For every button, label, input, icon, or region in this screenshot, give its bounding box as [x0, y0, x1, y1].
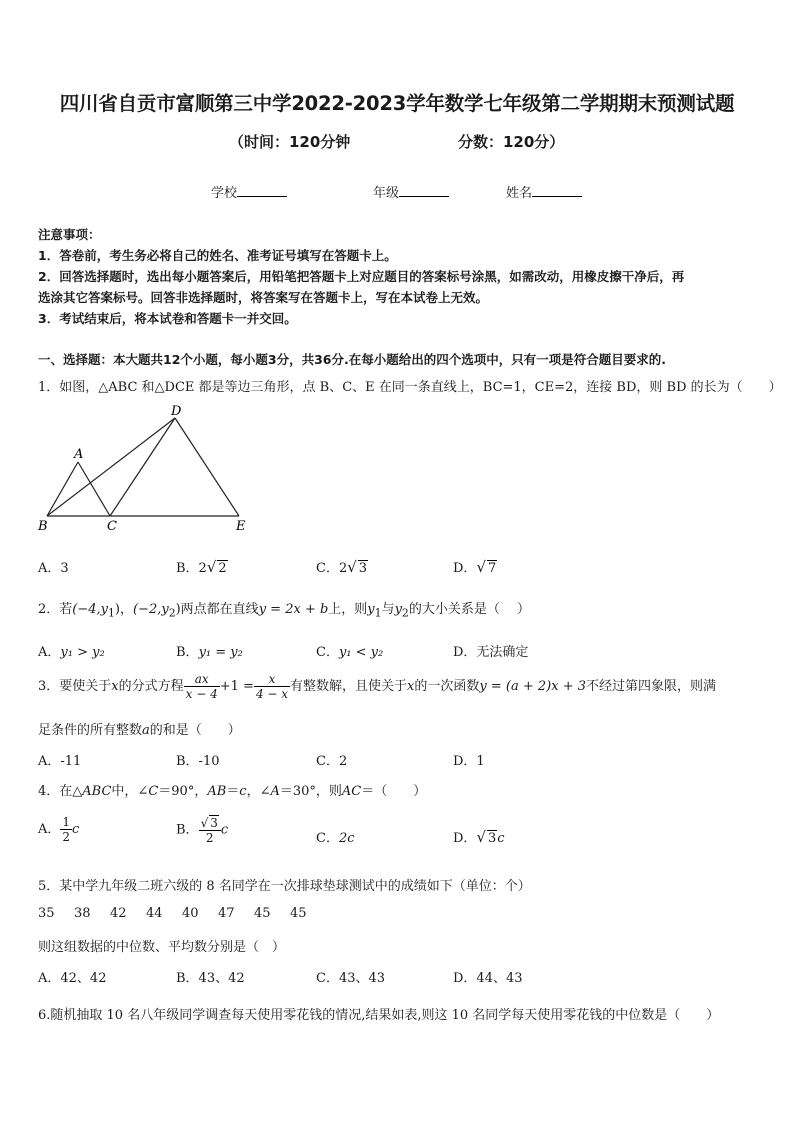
q4-ac: AC [341, 784, 362, 799]
score-value: 44 [146, 906, 163, 921]
q4-part-4: ＝ [226, 784, 240, 799]
score-value: 40 [182, 906, 199, 921]
notice-heading: 注意事项： [38, 227, 101, 242]
q3-part-2: 的分式方程 [118, 679, 184, 694]
q5-ask: 则这组数据的中位数、平均数分别是（ ） [38, 940, 286, 955]
q4-part-1: 4．在△ [38, 784, 83, 799]
q3-plus: +1 = [219, 679, 254, 694]
label-b: B [38, 519, 48, 534]
q4-option-c-prefix: C． [316, 831, 339, 846]
q1-option-b-prefix: B．2 [176, 561, 207, 576]
label-a: A [74, 447, 84, 462]
q2-point-1: (−4,y [72, 602, 108, 617]
q1-option-d: D．√ 7 [453, 558, 497, 576]
q5-scores [38, 906, 326, 921]
q4-option-a-den: 2 [62, 830, 71, 844]
grade-label: 年级 [373, 186, 400, 201]
notice-item-2-cont: 选涂其它答案标号。回答非选择题时，将答案写在答题卡上，写在本试卷上无效。 [38, 290, 489, 305]
name-label: 姓名 [506, 186, 533, 201]
q1-option-b: B．2√ 2 [176, 558, 227, 576]
q4-option-b-var: c [220, 822, 229, 838]
exam-time: （时间：120分钟 [229, 133, 351, 151]
q2-point-2-sub: 2 [168, 606, 176, 620]
triangle-figure [30, 400, 260, 540]
q5-option-c: C．43、43 [316, 971, 386, 986]
q2-part-1: 2．若 [38, 602, 73, 617]
q4-option-a-prefix: A． [38, 822, 61, 837]
label-d: D [171, 404, 182, 419]
q3-option-d: D．1 [453, 754, 485, 769]
q1-option-c-radicand: 3 [358, 561, 368, 576]
question-2-text [38, 598, 530, 620]
q3-part-1: 3．要使关于 [38, 679, 112, 694]
q3-fraction-1-num: ax [184, 672, 220, 687]
q4-option-a-num: 1 [62, 815, 71, 829]
q4-part-7: ＝（ ） [361, 784, 427, 799]
q2-part-2: 两点都在直线 [180, 602, 259, 617]
grade-field [373, 182, 449, 201]
q2-option-a-expr: y₁ > y₂ [60, 645, 105, 660]
q4-a: A [270, 784, 280, 799]
q1-option-d-radicand: 7 [488, 561, 497, 576]
q2-option-c [316, 641, 383, 660]
q2-part-5: 的大小关系是（ ） [408, 602, 530, 617]
q3-x-1: x [111, 679, 119, 694]
q4-option-d-var: c [497, 831, 505, 846]
q4-option-a-frac [60, 815, 72, 844]
notice-item-2: 2．回答选择题时，选出每小题答案后，用铅笔把答题卡上对应题目的答案标号涂黑，如需改动，用橡皮擦干净后，再 [38, 269, 685, 284]
score-value: 45 [254, 906, 271, 921]
q4-part-3: ＝90°， [158, 784, 208, 799]
name-blank [532, 184, 582, 197]
question-3-text-line-2 [38, 719, 241, 738]
q1-option-c-prefix: C．2 [316, 561, 348, 576]
q5-option-a: A．42、42 [38, 971, 107, 986]
q2-y2: y [394, 602, 402, 617]
q2-y1-sub: 1 [374, 606, 382, 620]
q4-part-6: ＝30°，则 [279, 784, 342, 799]
q3-fraction-1 [184, 672, 220, 701]
school-blank [237, 184, 287, 197]
q2-point-2-end: ) [175, 602, 181, 617]
grade-blank [399, 184, 449, 197]
q4-option-b-radicand: 3 [210, 816, 218, 830]
q2-point-1-sub: 1 [108, 606, 115, 620]
notice-item-3: 3．考试结束后，将本试卷和答题卡一并交回。 [38, 311, 297, 326]
label-c: C [107, 519, 117, 534]
q3-fraction-2 [254, 672, 290, 701]
q3-function: y = (a + 2)x + 3 [479, 679, 586, 694]
q4-option-b-num: √ 3 [199, 815, 221, 831]
q2-option-a [38, 641, 105, 660]
q5-option-d: D．44、43 [453, 971, 523, 986]
q1-option-b-radicand: 2 [218, 561, 227, 576]
q4-option-c [316, 827, 355, 846]
q3-option-c: C．2 [316, 754, 348, 769]
q1-option-a: A．3 [38, 561, 69, 576]
q2-option-c-expr: y₁ < y₂ [338, 645, 384, 660]
q1-option-d-prefix: D． [453, 561, 477, 576]
q2-part-3: 上，则 [328, 602, 368, 617]
segment-de [175, 418, 239, 516]
q4-option-d: D．√ 3c [453, 828, 505, 846]
q4-c-var: c [239, 784, 247, 799]
q3-part-3: 有整数解，且使关于 [290, 679, 408, 694]
notice-item-1: 1．答卷前，考生务必将自己的姓名、准考证号填写在答题卡上。 [38, 248, 397, 263]
question-6-text: 6.随机抽取 10 名八年级同学调查每天使用零花钱的情况,结果如表,则这 10 名同学每天使用零花钱的中位数是（ ） [38, 1008, 720, 1023]
q2-point-1-end: ) [114, 602, 120, 617]
exam-score: 分数：120分） [458, 133, 565, 151]
segment-bd [47, 418, 175, 516]
q4-part-5: ，∠ [246, 784, 271, 799]
score-value: 42 [110, 906, 127, 921]
q2-option-a-prefix: A． [38, 645, 61, 660]
segment-cd [110, 418, 175, 516]
score-value: 38 [74, 906, 91, 921]
score-value: 35 [38, 906, 55, 921]
q2-option-b-prefix: B． [176, 645, 199, 660]
q4-option-a-var: c [72, 822, 80, 837]
question-1-text: 1．如图，△ABC 和△DCE 都是等边三角形，点 B、C、E 在同一条直线上，BC=1，CE=2，连接 BD，则 BD 的长为（ ） [38, 380, 782, 395]
q3-part-4: 的一次函数 [414, 679, 480, 694]
q2-option-c-prefix: C． [316, 645, 339, 660]
q2-y1: y [367, 602, 375, 617]
q4-option-b-den: 2 [205, 831, 214, 845]
q3-line-2b: 的和是（ ） [149, 723, 241, 738]
q4-option-b-prefix: B． [176, 822, 199, 838]
score-value: 47 [218, 906, 235, 921]
q4-c: C [148, 784, 159, 799]
q3-fraction-2-num: x [254, 672, 290, 687]
q2-option-b [176, 641, 243, 660]
q4-option-b [176, 815, 228, 845]
q3-a-var: a [142, 723, 150, 738]
q2-comma: ， [119, 602, 133, 617]
page-title: 四川省自贡市富顺第三中学2022-2023学年数学七年级第二学期期末预测试题 [59, 92, 735, 115]
label-e: E [236, 519, 246, 534]
q3-option-a: A．-11 [38, 754, 82, 769]
q2-y2-sub: 2 [401, 606, 409, 620]
q3-fraction-1-den: x − 4 [185, 687, 218, 701]
q3-fraction-2-den: 4 − x [255, 687, 289, 701]
segment-ba [47, 462, 78, 516]
school-label: 学校 [211, 186, 238, 201]
q4-ab: AB [207, 784, 227, 799]
q1-option-c: C．2√ 3 [316, 558, 368, 576]
q3-part-5: 不经过第四象限，则满 [586, 679, 717, 694]
q4-abc: ABC [82, 784, 112, 799]
q4-part-2: 中，∠ [111, 784, 149, 799]
q4-option-d-prefix: D． [453, 831, 477, 846]
q2-equation: y = 2x + b [258, 602, 329, 617]
school-field [211, 182, 287, 201]
question-3-text [38, 672, 716, 701]
q5-option-b: B．43、42 [176, 971, 245, 986]
q2-part-4: 与 [381, 602, 395, 617]
question-4-text [38, 780, 426, 799]
q2-point-2: (−2,y [132, 602, 169, 617]
q4-option-c-expr: 2c [338, 831, 355, 846]
q2-option-d: D．无法确定 [453, 645, 529, 660]
q4-option-b-frac [199, 815, 221, 845]
q4-option-a [38, 815, 79, 844]
name-field [506, 182, 582, 201]
q3-option-b: B．-10 [176, 754, 220, 769]
question-5-text: 5．某中学九年级二班六级的 8 名同学在一次排球垫球测试中的成绩如下（单位：个） [38, 879, 531, 894]
q2-option-b-expr: y₁ = y₂ [198, 645, 243, 660]
q3-line-2a: 足条件的所有整数 [38, 723, 143, 738]
q3-x-2: x [407, 679, 415, 694]
score-value: 45 [290, 906, 307, 921]
section-heading: 一、选择题：本大题共12个小题，每小题3分，共36分.在每小题给出的四个选项中，只有一项是符合题目要求的. [38, 352, 666, 367]
q4-option-d-radicand: 3 [488, 831, 497, 846]
